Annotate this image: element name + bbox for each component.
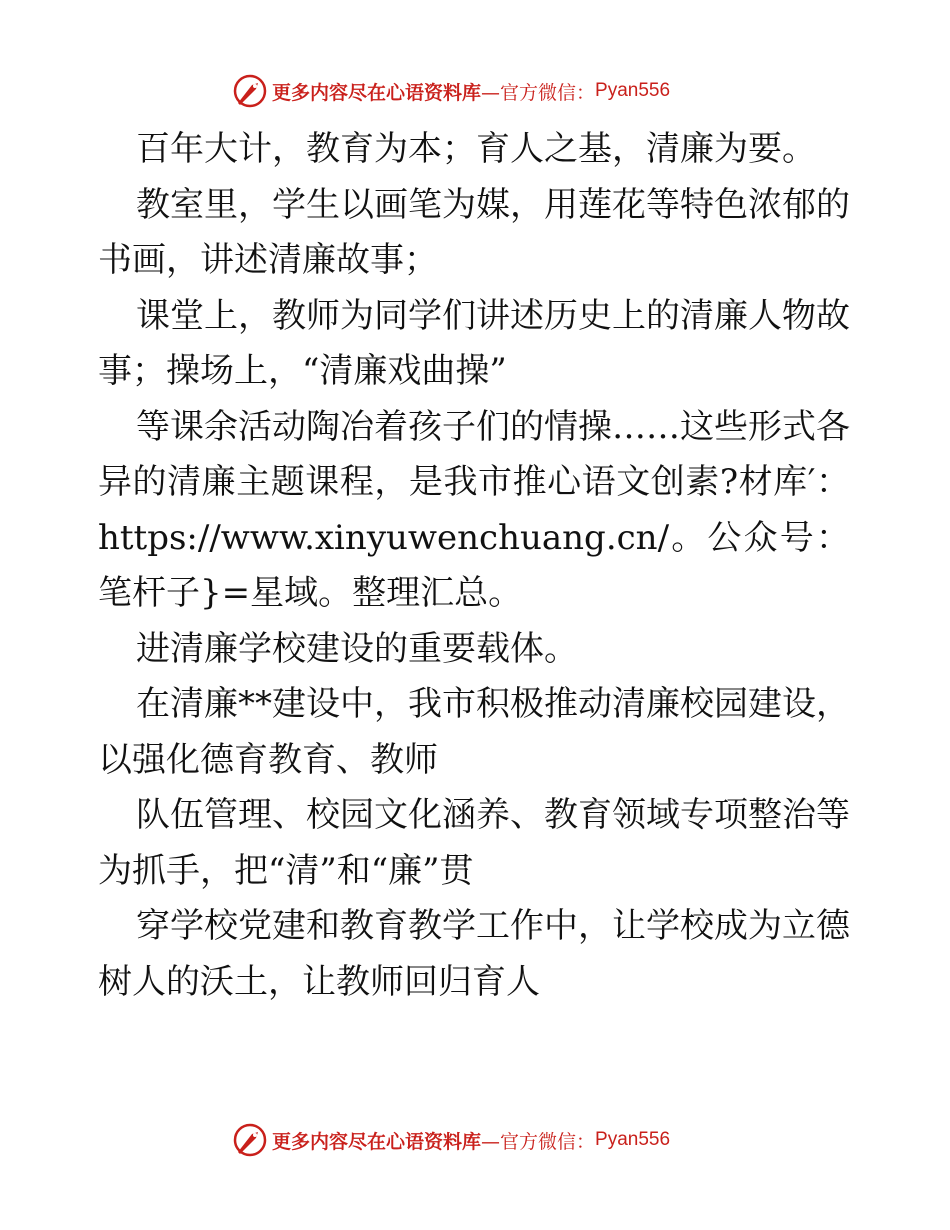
document-body [98,122,850,1010]
header-banner-subtitle: —官方微信： [481,81,596,104]
footer-banner-subtitle: —官方微信： [481,1130,596,1153]
footer-banner-title: 更多内容尽在心语资料库 [272,1130,482,1153]
paragraph: 等课余活动陶冶着孩子们的情操……这些形式各异的清廉主题课程，是我市推心语文创素?材库′：https://www.xinyuwenchuang.cn/。公众号：笔杆子}=星域。整理汇总。 [98,406,850,613]
pen-nib-logo-icon [232,1122,268,1158]
footer-banner-wechat-id: Pyan556 [595,1129,671,1150]
paragraph: 教室里，学生以画笔为媒，用莲花等特色浓郁的书画，讲述清廉故事； [98,184,850,280]
paragraph: 课堂上，教师为同学们讲述历史上的清廉人物故事；操场上，“清廉戏曲操” [98,295,850,391]
footer-banner [232,1120,670,1160]
paragraph: 进清廉学校建设的重要载体。 [136,628,578,669]
header-banner-title: 更多内容尽在心语资料库 [272,81,482,104]
paragraph: 队伍管理、校园文化涵养、教育领域专项整治等为抓手，把“清”和“廉”贯 [98,795,850,891]
paragraph: 穿学校党建和教育教学工作中，让学校成为立德树人的沃土，让教师回归育人 [98,906,850,1002]
header-banner [232,71,670,111]
paragraph: 百年大计，教育为本；育人之基，清廉为要。 [136,129,816,169]
pen-nib-logo-icon [232,73,268,109]
paragraph: 在清廉**建设中，我市积极推动清廉校园建设，以强化德育教育、教师 [98,684,850,780]
header-banner-wechat-id: Pyan556 [595,80,671,101]
